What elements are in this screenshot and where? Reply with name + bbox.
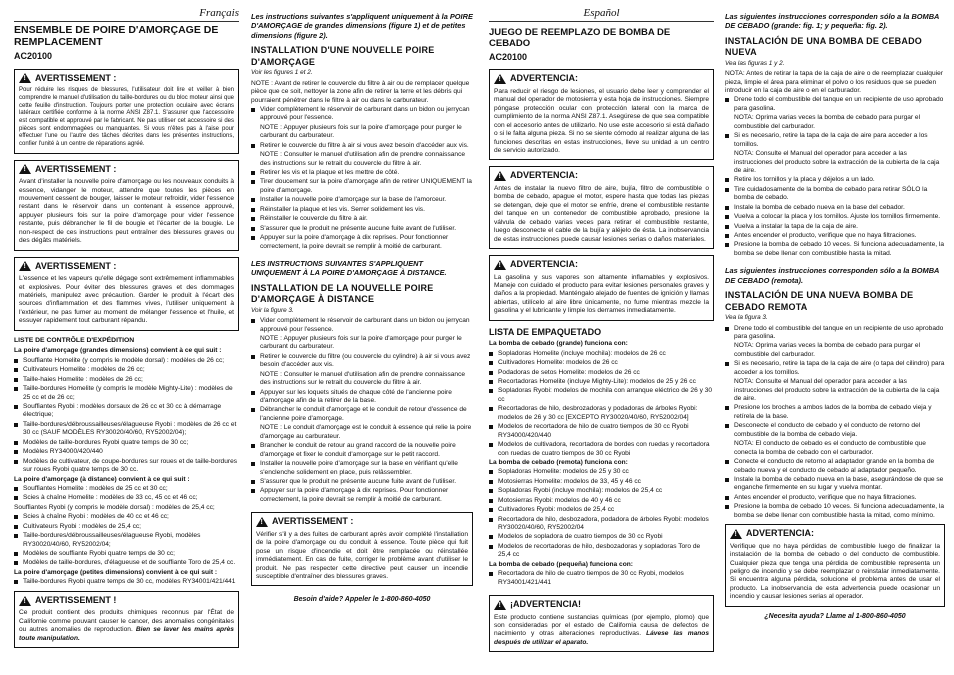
step-list	[725, 325, 945, 342]
help-line: Besoin d'aide? Appeler le 1-800-860-4050	[293, 596, 431, 604]
step-item: Retirer le couvercle du filtre (ou couvercle du cylindre) à air si vous avez besoin d'accéder aux vis.	[251, 353, 473, 370]
step-list	[251, 106, 473, 123]
section-title: LISTA DE EMPAQUETADO	[489, 326, 602, 337]
list-item: Souffiantes Ryobi : modèles dorsaux de 26 cc et 30 cc à démarrage électrique;	[14, 403, 239, 420]
step-item: Presione la bomba de cebado 10 veces. Si funciona adecuadamente, la bomba se debe llenar con combustible hasta la mitad, como mínimo.	[725, 503, 945, 520]
list-item: Recortadora de hilo, desbozadora, podadora de árboles Ryobi: modelos RY30020/40/60, RY52002/04	[489, 516, 714, 533]
compat-list	[489, 468, 714, 559]
note-text: NOTA: Consulte el Manual del operador para acceder a las instrucciones del producto sobre la extracción de la cubierta de la caja de aire.	[734, 150, 940, 174]
compat-list	[14, 357, 239, 475]
french-column-2	[251, 0, 473, 605]
warning-box	[251, 512, 473, 586]
step-list	[251, 169, 473, 251]
warning-icon: !	[19, 164, 31, 174]
step-item: Installer la nouvelle poire d'amorçage sur la base de l'amorceur.	[251, 196, 473, 204]
section-heading: INSTALACIÓN DE UNA BOMBA DE CEBADO NUEVA	[725, 35, 922, 58]
warning-title: ADVERTENCIA:	[510, 73, 579, 84]
list-item: Souffiante Homelite (y compris le modèle dorsal) : modèles de 26 cc;	[14, 357, 239, 365]
warning-box	[725, 524, 945, 607]
section-intro: Les instructions suivantes s'appliquent uniquement à la POIRE D'AMORÇAGE de grandes dimensions (figure 1) et de petites dimensions (figure 2).	[251, 12, 473, 40]
step-item: Débrancher le conduit d'amorçage et le conduit de retour d'essence de l'ancienne poire d'amorçage.	[251, 406, 473, 423]
group-title: La bomba de cebado (grande) funciona con:	[489, 340, 628, 348]
list-item: Modèles de taille-bordures, d'élagueuse et de souffiante Toro de 25,4 cc.	[14, 559, 239, 567]
compat-list	[489, 570, 714, 587]
warning-box	[14, 69, 239, 154]
step-list	[725, 360, 945, 377]
warning-title: ¡ADVERTENCIA!	[510, 599, 581, 610]
list-item: Modèles de cultivateur, de coupe-bordures sur roues et de taille-bordures sur roues Ryobi quatre temps de 30 cc.	[14, 458, 239, 475]
list-item: Scies à chaîne Homelite : modèles de 33 cc, 45 cc et 46 cc;	[14, 494, 239, 502]
warning-title: ADVERTENCIA:	[746, 528, 815, 539]
compat-list	[14, 578, 239, 586]
step-item: Instale la bomba de cebado nueva en la base del cebador.	[725, 204, 945, 212]
step-list	[251, 142, 473, 150]
section-heading: INSTALLATION D'UNE NOUVELLE POIRE D'AMORÇAGE	[251, 45, 435, 67]
step-item: Tirer doucement sur la poire d'amorçage afin de retirer UNIQUEMENT la poire d'amorçage.	[251, 178, 473, 195]
note-text: NOTE : Appuyer plusieurs fois sur la poire d'amorçage pour purger le carburant du carburateur.	[260, 123, 462, 140]
figure-ref: Vea la figura 3.	[725, 314, 768, 322]
list-item: Motosierras Homelite: modelos de 33, 45 y 46 cc	[489, 478, 714, 486]
warning-box	[489, 69, 714, 160]
warning-text: Para reducir el riesgo de lesiones, el usuario debe leer y comprender el manual del operador de motosierra y esta hoja de instrucciones. Siempre póngase protección ocular con protección lateral con la marca de cumplimiento de la norma ANSI Z87.1. Asegúrese de que sea compatible con el accesorio antes de utilizarlo. No use este accesorio si está dañado o si le falta alguna pieza. Si no se siente cómodo al realizar alguna de las funciones descritas en estas instrucciones, lleve su unidad a un centro de servicio autorizado.	[494, 87, 709, 155]
step-list	[251, 442, 473, 504]
step-item: Si es necesario, retire la tapa de la caja de aire (o tapa del cilindro) para acceder a los tornillos.	[725, 360, 945, 377]
list-item: Sopladoras Homelite (incluye mochila): modelos de 26 cc	[489, 350, 714, 358]
warning-icon: !	[494, 260, 506, 270]
group-title: La poire d'amorçage (grandes dimensions) convient à ce qui suit :	[14, 347, 222, 355]
step-list	[725, 404, 945, 439]
group-title: La bomba de cebado (remota) funciona con:	[489, 458, 628, 466]
section-intro: Las siguientes instrucciones corresponden sólo a la BOMBA DE CEBADO (remota).	[725, 266, 940, 285]
list-item: Sopladoras Ryobi (incluye mochila): modelos de 25,4 cc	[489, 487, 714, 495]
list-item: Modèles RY34000/420/440	[14, 448, 239, 456]
warning-icon: !	[19, 261, 31, 271]
step-list	[251, 353, 473, 370]
list-item: Podadoras de setos Homelite: modelos de 26 cc	[489, 369, 714, 377]
section-intro: Las siguientes instrucciones corresponden sólo a la BOMBA DE CEBADO (grande: fig. 1; y pequeña: fig. 2).	[725, 12, 940, 31]
list-item: Souffiantes Homelite : modèles de 25 cc et 30 cc;	[14, 485, 239, 493]
spanish-column-1	[489, 0, 714, 658]
step-item: Retirer le couvercle du filtre à air si vous avez besoin d'accéder aux vis.	[251, 142, 473, 150]
step-item: Desconecte el conducto de cebado y el conducto de retorno del combustible de la bomba de cebado vieja.	[725, 422, 945, 439]
step-list	[725, 458, 945, 520]
warning-text: La gasolina y sus vapores son altamente inflamables y explosivos. Maneje con cuidado el producto para evitar lesiones personales graves y daños a la propiedad. Manténgalo alejado de fuentes de ignición y llamas abiertas, utilícelo al aire libre únicamente, no fume mientras mezcle la gasolina y el lubricante y limpie los derrames inmediatamente.	[494, 273, 709, 315]
step-item: Antes encender el producto, verifique que no haya filtraciones.	[725, 232, 945, 240]
step-item: Appuyer sur la poire d'amorçage à dix reprises. Pour fonctionner correctement, la poire devrait se remplir à moitié de carburant.	[251, 234, 473, 251]
list-item: Taille-bordures/débroussailleuses/élagueuse Ryobi, modèles RY30020/40/60, RY52002/04;	[14, 532, 239, 549]
warning-box	[14, 591, 239, 648]
warning-text: Vérifier s'il y a des fuites de carburant après avoir complété l'installation de la poire d'amorçage ou du conduit à essence. Toute pièce qui fuit pose un risque d'incendie et doit être remplacée ou réinstallée immédiatement. En cas de fuite, corriger le problème avant d'utiliser le produit. Ne pas respecter cette directive peut causer un incendie susceptible d'entraîner des blessures graves.	[256, 530, 468, 580]
warning-box	[489, 166, 714, 249]
step-item: Retirer les vis et la plaque et les mettre de côté.	[251, 169, 473, 177]
step-item: Conecte el conducto de retorno al adaptador grande en la bomba de cebado nueva y el conducto de cebado al adaptador pequeño.	[725, 458, 945, 475]
step-item: Antes encender el producto, verifique que no haya filtraciones.	[725, 494, 945, 502]
warning-icon: !	[19, 596, 31, 606]
step-item: Drene todo el combustible del tanque en un recipiente de uso aprobado para gasolina.	[725, 325, 945, 342]
language-header: Français	[14, 6, 239, 22]
step-list	[251, 317, 473, 334]
spanish-column-2	[725, 0, 945, 622]
step-item: Vuelva a colocar la placa y los tornillos. Ajuste los tornillos firmemente.	[725, 213, 945, 221]
model-number: AC20100	[14, 51, 53, 62]
figure-ref: Voir les figures 1 et 2.	[251, 69, 313, 77]
list-line: Souffiantes Ryobi (y compris le modèle dorsal) : modèles de 25,4 cc;	[14, 503, 215, 511]
warning-title: AVERTISSEMENT :	[272, 516, 354, 527]
step-item: Instale la bomba de cebado nueva en la base, asegurándose de que se enganche firmemente en su lugar y vuelva montar.	[725, 476, 945, 493]
list-item: Cultivateurs Homelite : modèles de 26 cc;	[14, 366, 239, 374]
note-text: NOTE : Consulter le manuel d'utilisation afin de prendre connaissance des instructions sur le retrait du couvercle du filtre à air.	[260, 370, 466, 387]
language-header: Español	[489, 6, 714, 22]
list-item: Sopladoras Homelite: modelos de 25 y 30 cc	[489, 468, 714, 476]
group-title: La poire d'amorçage (à distance) convient à ce qui suit :	[14, 475, 190, 483]
list-item: Scies à chaîne Ryobi : modèles de 40 cc et 46 cc;	[14, 513, 239, 521]
step-item: Appuyer sur la poire d'amorçage à dix reprises. Pour fonctionner correctement, la poire devrait se remplir à moitié de carburant.	[251, 487, 473, 504]
page-title: JUEGO DE REEMPLAZO DE BOMBA DE CEBADO	[489, 27, 671, 49]
list-item: Cultivadores Ryobi: modelos de 25,4 cc	[489, 506, 714, 514]
step-item: Réinstaller le couvercle du filtre à air.	[251, 215, 473, 223]
warning-title: ADVERTENCIA:	[510, 259, 579, 270]
list-item: Recortadora de hilo de cuatro tiempos de 30 cc Ryobi, modelos RY34001/421/441	[489, 570, 714, 587]
warning-icon: !	[19, 73, 31, 83]
note-text: NOTA: Oprima varias veces la bomba de cebado para purgar el combustible del carburador.	[734, 114, 921, 130]
warning-text: Avant d'installer la nouvelle poire d'amorçage ou les nouveaux conduits à essence, vidanger le moteur, attendre que toutes les pièces en mouvement cessent de bouger, laisser le moteur refroidir, vider l'essence restant dans le réservoir dans un contenant à essence approuvé, appuyer plusieurs fois sur la poire d'amorçage pour vider l'essence restante, puis débrancher le fil de bougie et l'écarter de la bougie. Le non-respect de ces instructions peut entraîner des blessures graves ou des dégâts matériels.	[19, 178, 234, 245]
warning-icon: !	[256, 517, 268, 527]
warning-box	[14, 257, 239, 331]
warning-text: L'essence et les vapeurs qu'elle dégage sont extrêmement inflammables et explosives. Pour éviter des blessures graves et des dommages matériels, manipulez avec précaution. Garder le produit à l'écart des sources d'inflammation et des flammes vives, l'utiliser uniquement à l'extérieur, ne pas fumer au moment de mélanger l'essence et l'huile, et essuyer rapidement tout carburant répandu.	[19, 275, 234, 325]
warning-text: Antes de instalar la nuevo filtro de aire, bujía, filtro de combustible o bomba de cebado, apague el motor, espere hasta que todas las piezas se detengan, deje que el motor se enfríe, drene el combustible restante del tanque en un contenedor de combustible aprobado, presione la válvula de cebado varias veces para retirar el combustible restante, luego desconecte el cable de la bujía y aléjelo de ésta. La inobservancia de estas instrucciones puede causar lesiones serias o daños materiales.	[494, 185, 709, 243]
step-item: Presione los broches a ambos lados de la bomba de cebado vieja y retírela de la base.	[725, 404, 945, 421]
step-item: Retire los tornillos y la placa y déjelos a un lado.	[725, 176, 945, 184]
warning-emphasis: Bien se laver les mains après toute manipulation.	[19, 626, 234, 642]
step-item: Installer la nouvelle poire d'amorçage sur la base en vérifiant qu'elle s'enclenche solidement en place, puis relâssembler.	[251, 460, 473, 477]
warning-title: AVERTISSEMENT :	[35, 260, 117, 271]
list-item: Modèles de taille-bordures Ryobi quatre temps de 30 cc;	[14, 439, 239, 447]
list-item: Recortadoras Homelite (incluye Mighty-Lite): modelos de 25 y 26 cc	[489, 378, 714, 386]
list-item: Recortadoras de hilo, desbrozadoras y podadoras de árboles Ryobi: modelos de 26 y 30 cc [EXCEPTO RY30020/40/60, RY52002/04]	[489, 405, 714, 422]
list-item: Motosierras Ryobi: modelos de 40 y 46 cc	[489, 497, 714, 505]
step-item: Drene todo el combustible del tanque en un recipiente de uso aprobado para gasolina.	[725, 96, 945, 113]
compat-list	[14, 513, 239, 568]
french-column-1	[14, 0, 239, 654]
section-heading: INSTALLATION DE LA NOUVELLE POIRE D'AMORÇAGE À DISTANCE	[251, 282, 434, 305]
help-line: ¿Necesita ayuda? Llame al 1-800-860-4050	[764, 612, 906, 620]
step-item: Brancher le conduit de retour au grand raccord de la nouvelle poire d'amorçage et fixer le conduit d'amorçage sur le petit raccord.	[251, 442, 473, 459]
list-item: Sopladoras Ryobi: modelos de mochila con arranque eléctrico de 26 y 30 cc	[489, 387, 714, 404]
warning-emphasis: Lávese las manos después de utilizar el aparato.	[494, 630, 709, 646]
step-item: Vider complètement le réservoir de carburant dans un bidon ou jerrycan approuvé pour l'essence.	[251, 317, 473, 334]
group-title: La poire d'amorçage (petites dimensions) convient à ce qui suit :	[14, 568, 218, 576]
list-item: Cultivateurs Ryobi : modèles de 25,4 cc;	[14, 523, 239, 531]
section-heading: INSTALACIÓN DE UNA NUEVA BOMBA DE CEBADO REMOTA	[725, 290, 914, 312]
model-number: AC20100	[489, 51, 528, 62]
step-item: Appuyer sur les loquets situés de chaque côté de l'ancienne poire d'amorçage afin de la retirer de la base.	[251, 389, 473, 406]
step-item: Vuelva a instalar la tapa de la caja de aire.	[725, 223, 945, 231]
list-item: Taille-bordures Ryobi quatre temps de 30 cc, modèles RY34001/421/441	[14, 578, 239, 586]
warning-text: Pour réduire les risques de blessures, l'utilisateur doit lire et veiller à bien comprendre le manuel d'utilisation du taille-bordures ou du bloc moteur ainsi que cette feuille d'instruction. Toujours porter une protection oculaire avec écrans latéraux certifiée conforme à la norme ANSI Z87.1. S'assurer que l'accessoire est compatible et approuvé par le fabricant. Ne pas utiliser cet accessoire si des pièces sont endommagées ou manquantes. Si vous n'êtes pas à l'aise pour effectuer l'une ou l'autre des tâches décrites dans les présentes instructions, confier l'unité à un centre de réparations agréé.	[19, 87, 234, 147]
warning-icon: !	[730, 529, 742, 539]
step-list	[725, 132, 945, 149]
section-intro: LES INSTRUCTIONS SUIVANTES S'APPLIQUENT UNIQUEMENT À LA POIRE D'AMORÇAGE À DISTANCE.	[251, 258, 447, 278]
figure-ref: Voir la figure 3.	[251, 306, 294, 314]
warning-text: Este producto contiene sustancias químicas (por ejemplo, plomo) que son consideradas por el estado de California causa de defectos de nacimiento y otras alteraciones reproductivas.	[494, 613, 709, 638]
section-title: LISTE DE CONTRÔLE D'EXPÉDITION	[14, 336, 135, 344]
list-item: Modelos de cultivadora, recortadora de bordes con ruedas y recortadora con ruedas de cuatro tiempos de 30 cc Ryobi	[489, 441, 714, 458]
warning-title: AVERTISSEMENT :	[35, 163, 117, 174]
step-item: Si es necesario, retire la tapa de la caja de aire para acceder a los tornillos.	[725, 132, 945, 149]
list-item: Taille-haies Homelite : modèles de 26 cc;	[14, 376, 239, 384]
warning-box	[489, 255, 714, 321]
note-text: NOTA: Oprima varias veces la bomba de cebado para purgar el combustible del carburador.	[734, 342, 921, 358]
list-item: Modelos de sopladora de cuatro tiempos de 30 cc Ryobi	[489, 533, 714, 541]
note-text: NOTE : Avant de retirer le couvercle du filtre à air ou de remplacer quelque pièce que ce soit, nettoyer la zone afin de retirer la terre et les débris qui pourraient pénétrer dans le filtre à air ou dans le carburateur.	[251, 79, 470, 104]
note-text: NOTE : Appuyer plusieurs fois sur la poire d'amorçage pour purger le carburant du carburateur.	[260, 334, 462, 351]
page-title: ENSEMBLE DE POIRE D'AMORÇAGE DE REMPLACEMENT	[14, 24, 219, 48]
list-item: Modèles de souffiante Ryobi quatre temps de 30 cc;	[14, 550, 239, 558]
warning-icon: !	[494, 74, 506, 84]
list-item: Modelos de recortadoras de hilo, desbozadoras y sopladoras Toro de 25,4 cc	[489, 543, 714, 560]
step-item: S'assurer que le produit ne présente aucune fuite avant de l'utiliser.	[251, 225, 473, 233]
warning-icon: !	[494, 171, 506, 181]
list-item: Modelos de recortadora de hilo de cuatro tiempos de 30 cc Ryobi RY34000/420/440	[489, 423, 714, 440]
note-text: NOTA: Antes de retirar la tapa de la caja de aire o de reemplazar cualquier pieza, limpie el área para eliminar el polvo o los residuos que se pueden introducir en la caja de aire o en el carburador.	[725, 70, 943, 95]
compat-list	[489, 350, 714, 458]
note-text: NOTE : Consulter le manuel d'utilisation afin de prendre connaissance des instructions sur le retrait du couvercle du filtre à air.	[260, 151, 466, 167]
note-text: NOTA: El conducto de cebado es el conducto de combustible que conecta la bomba de cebado con el carburador.	[734, 440, 926, 456]
list-item: Taille-bordures Homelite (y compris le modèle Mighty-Lite) : modèles de 25 cc et de 26 cc;	[14, 385, 239, 402]
warning-box	[14, 160, 239, 251]
group-title: La bomba de cebado (pequeña) funciona con:	[489, 560, 633, 568]
warning-icon: !	[494, 600, 506, 610]
step-item: Tire cuidadosamente de la bomba de cebado para retirar SÓLO la bomba de cebado.	[725, 186, 945, 203]
figure-ref: Vea las figuras 1 y 2.	[725, 59, 785, 67]
warning-box	[489, 595, 714, 652]
step-item: Presione la bomba de cebado 10 veces. Si funciona adecuadamente, la bomba se debe llenar con combustible hasta la mitad.	[725, 241, 945, 258]
warning-title: AVERTISSEMENT !	[35, 594, 117, 605]
step-list	[725, 176, 945, 258]
warning-text: Verifique que no haya pérdidas de combustible luego de finalizar la instalación de la bomba de cebado o del conducto de combustible. Cualquier pieza que tenga una pérdida de combustible representa un peligro de incendio y se debe reemplazar o reinstalar inmediatamente. Si encuentra alguna pérdida, solucione el problema antes de usar el producto. La inobservancia de esta advertencia puede ocasionar un incendio y causar lesiones serias al operador.	[730, 542, 940, 601]
note-text: NOTE : Le conduit d'amorçage est le conduit à essence qui relie la poire d'amorçage au carburateur.	[260, 424, 472, 440]
warning-text: Ce produit contient des produits chimiques reconnus par l'État de Californie comme pouvant causer le cancer, des anomalies congénitales ou autres anomalies de reproduction.	[19, 609, 234, 634]
list-item: Cultivadores Homelite: modelos de 26 cc	[489, 359, 714, 367]
list-item: Taille-bordures/débroussailleuses/élagueuse Ryobi : modèles de 26 cc et 30 cc (SAUF MODÈLES RY30020/40/60, RY52002/04);	[14, 421, 239, 438]
note-text: NOTA: Consulte el Manual del operador para acceder a las instrucciones del producto sobre la extracción de la cubierta de la caja de aire.	[734, 378, 940, 402]
compat-list	[14, 485, 239, 503]
step-item: Vider complètement le réservoir de carburant dans un bidon ou jerrycan approuvé pour l'essence.	[251, 106, 473, 123]
step-item: S'assurer que le produit ne présente aucune fuite avant de l'utiliser.	[251, 478, 473, 486]
step-item: Réinstaller la plaque et les vis. Serrer solidement les vis.	[251, 206, 473, 214]
warning-title: ADVERTENCIA:	[510, 170, 579, 181]
step-list	[251, 389, 473, 424]
warning-title: AVERTISSEMENT :	[35, 72, 117, 83]
step-list	[725, 96, 945, 113]
